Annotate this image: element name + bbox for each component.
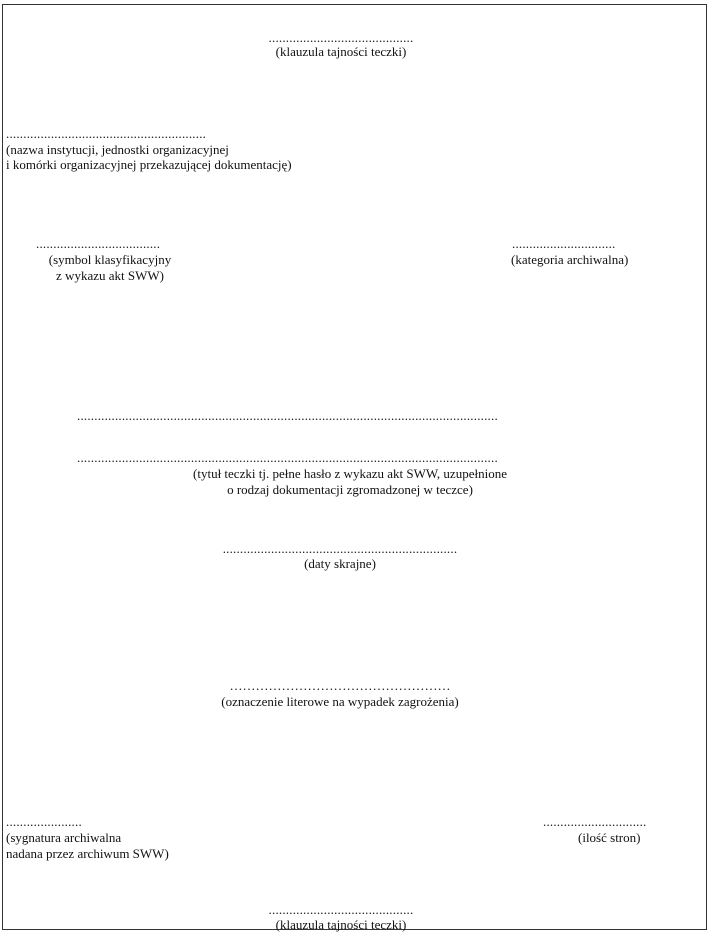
footer-dots: .......................................... bbox=[268, 902, 414, 917]
dates-dots: .................................................................... bbox=[222, 541, 458, 556]
footer-label: (klauzula tajności teczki) bbox=[275, 917, 407, 932]
signature-dots: ...................... bbox=[6, 814, 82, 829]
institution-label-line1: (nazwa instytucji, jednostki organizacyjnej bbox=[6, 142, 229, 157]
institution-dots: .......................................................... bbox=[6, 126, 207, 141]
institution-label-line2: i komórki organizacyjnej przekazującej dokumentację) bbox=[6, 157, 292, 172]
pages-dots: .............................. bbox=[543, 814, 647, 829]
header-dots: .......................................... bbox=[268, 30, 414, 45]
category-label: (kategoria archiwalna) bbox=[511, 252, 629, 267]
pages-label: (ilość stron) bbox=[578, 830, 641, 845]
header-label: (klauzula tajności teczki) bbox=[275, 44, 407, 59]
signature-label-line2: nadana przez archiwum SWW) bbox=[6, 846, 169, 861]
category-dots: .............................. bbox=[512, 236, 616, 251]
symbol-dots: .................................... bbox=[36, 236, 161, 251]
title-dots-2: .......................................................................................................................... bbox=[77, 450, 498, 465]
title-label-line1: (tytuł teczki tj. pełne hasło z wykazu akt SWW, uzupełnione bbox=[193, 466, 507, 481]
symbol-label-line1: (symbol klasyfikacyjny bbox=[48, 252, 172, 267]
title-dots-1: .......................................................................................................................... bbox=[77, 408, 498, 423]
title-label-line2: o rodzaj dokumentacji zgromadzonej w teczce) bbox=[227, 482, 473, 497]
letter-mark-label: (oznaczenie literowe na wypadek zagrożenia) bbox=[221, 694, 459, 709]
signature-label-line1: (sygnatura archiwalna bbox=[6, 830, 122, 845]
symbol-label-line2: z wykazu akt SWW) bbox=[56, 268, 164, 283]
letter-mark-dots: …………………………………………… bbox=[229, 678, 451, 693]
dates-label: (daty skrajne) bbox=[304, 556, 376, 571]
